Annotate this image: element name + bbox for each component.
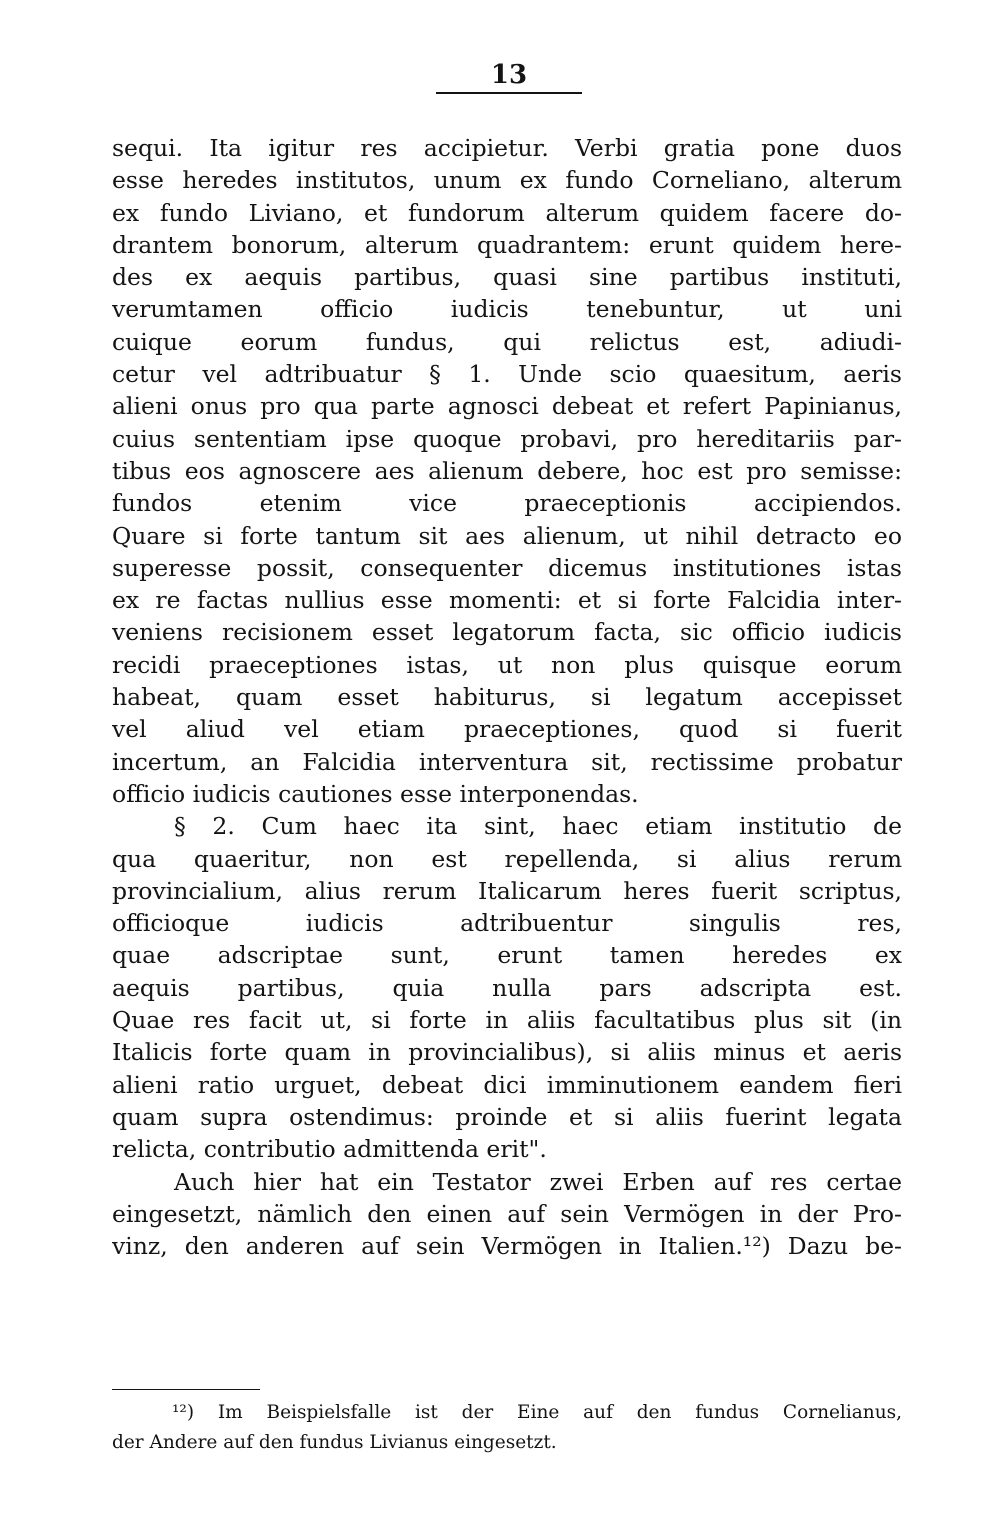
text-line: incertum, an Falcidia interventura sit, rectissime probatur — [112, 747, 902, 776]
text-line: drantem bonorum, alterum quadrantem: erunt quidem here- — [112, 230, 902, 259]
text-line: cuius sententiam ipse quoque probavi, pro hereditariis par- — [112, 424, 902, 453]
text-line: habeat, quam esset habiturus, si legatum accepisset — [112, 683, 902, 712]
footnote-line: ¹²) Im Beispielsfalle ist der Eine auf den fundus Cornelianus, — [172, 1402, 902, 1423]
text-line: sequi. Ita igitur res accipietur. Verbi gratia pone duos — [112, 134, 902, 162]
text-line: recidi praeceptiones istas, ut non plus quisque eorum — [112, 650, 902, 679]
text-line: superesse possit, consequenter dicemus institutiones istas — [112, 553, 902, 582]
text-line: Quae res facit ut, si forte in aliis facultatibus plus sit (in — [112, 1006, 902, 1035]
text-line: § 2. Cum haec ita sint, haec etiam institutio de — [174, 812, 902, 841]
page-number-rule — [436, 92, 582, 94]
text-line: des ex aequis partibus, quasi sine partibus instituti, — [112, 263, 902, 292]
text-line: ex re factas nullius esse momenti: et si forte Falcidia inter- — [112, 586, 902, 615]
text-line: officio iudicis cautiones esse interponendas. — [112, 779, 639, 808]
text-line: ex fundo Liviano, et fundorum alterum quidem facere do- — [112, 198, 902, 227]
text-line: aequis partibus, quia nulla pars adscripta est. — [112, 973, 902, 1002]
body-text — [112, 132, 902, 1262]
footnote-line: der Andere auf den fundus Livianus eingesetzt. — [112, 1432, 557, 1453]
footnotes — [112, 1398, 902, 1458]
text-line: eingesetzt, nämlich den einen auf sein Vermögen in der Pro- — [112, 1199, 902, 1228]
text-line: alieni onus pro qua parte agnosci debeat et refert Papinianus, — [112, 392, 902, 421]
text-line: quae adscriptae sunt, erunt tamen heredes ex — [112, 941, 902, 970]
text-line: Quare si forte tantum sit aes alienum, ut nihil detracto eo — [112, 521, 902, 550]
text-line: cetur vel adtribuatur § 1. Unde scio quaesitum, aeris — [112, 360, 902, 389]
footnote-separator — [112, 1389, 260, 1390]
text-line: relicta, contributio admittenda erit". — [112, 1135, 547, 1164]
text-line: cuique eorum fundus, qui relictus est, adiudi- — [112, 327, 902, 356]
text-line: officioque iudicis adtribuentur singulis res, — [112, 909, 902, 938]
text-line: tibus eos agnoscere aes alienum debere, hoc est pro semisse: — [112, 456, 902, 485]
text-line: esse heredes institutos, unum ex fundo Corneliano, alterum — [112, 166, 902, 195]
text-line: qua quaeritur, non est repellenda, si alius rerum — [112, 844, 902, 873]
text-line: veniens recisionem esset legatorum facta, sic officio iudicis — [112, 618, 902, 647]
text-line: alieni ratio urguet, debeat dici imminutionem eandem fieri — [112, 1070, 902, 1099]
text-line: quam supra ostendimus: proinde et si aliis fuerint legata — [112, 1102, 902, 1131]
text-line: provincialium, alius rerum Italicarum heres fuerit scriptus, — [112, 876, 902, 905]
text-line: Auch hier hat ein Testator zwei Erben auf res certae — [174, 1167, 902, 1196]
text-line: vel aliud vel etiam praeceptiones, quod si fuerit — [112, 715, 902, 744]
page-number: 13 — [490, 60, 528, 90]
text-line: fundos etenim vice praeceptionis accipiendos. — [112, 489, 902, 518]
text-line: Italicis forte quam in provincialibus), si aliis minus et aeris — [112, 1038, 902, 1067]
text-line: vinz, den anderen auf sein Vermögen in Italien.¹²) Dazu be- — [112, 1232, 902, 1261]
text-line: verumtamen officio iudicis tenebuntur, ut uni — [112, 295, 902, 324]
